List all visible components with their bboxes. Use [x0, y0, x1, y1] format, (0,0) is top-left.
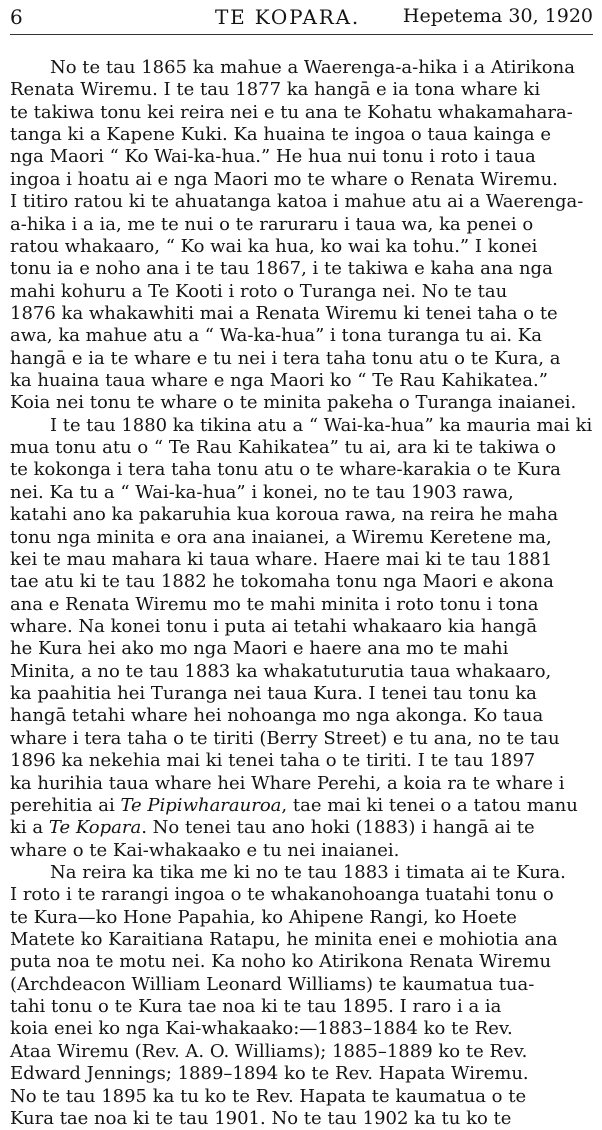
- paragraph: [10, 57, 593, 415]
- text-line: [10, 840, 593, 862]
- text-line: [10, 124, 593, 146]
- text-run: nei. Ka tu a “ Wai-ka-hua” i konei, no te tau 1903 rawa,: [10, 481, 514, 503]
- text-run: (Archdeacon William Leonard Williams) te kaumatua tua-: [10, 973, 535, 995]
- article-body: [10, 57, 593, 1130]
- text-line: [10, 728, 593, 750]
- text-line: [10, 549, 593, 571]
- text-run: a-hika i a ia, me te nui o te raruraru i taua wa, ka penei o: [10, 213, 534, 235]
- text-run: No te tau 1865 ka mahue a Waerenga-a-hika i a Atirikona: [50, 57, 575, 78]
- text-run: tonu ia e noho ana i te tau 1867, i te takiwa e kaha ana nga: [10, 258, 553, 280]
- text-line: [10, 482, 593, 504]
- text-line: [10, 527, 593, 549]
- text-run: I titiro ratou ki te ahuatanga katoa i mahue atu ai a Waerenga-: [10, 191, 584, 213]
- text-run: I te tau 1880 ka tikina atu a “ Wai-ka-hua” ka mauria mai ki: [50, 414, 593, 436]
- text-line: [10, 884, 593, 906]
- text-line: [10, 862, 593, 884]
- text-line: [10, 929, 593, 951]
- text-run: I roto i te rarangi ingoa o te whakanohoanga tuatahi tonu o: [10, 884, 554, 906]
- page-number: 6: [10, 5, 23, 29]
- text-line: [10, 191, 593, 213]
- text-run: ratou whakaaro, “ Ko wai ka hua, ko wai ka tohu.” I konei: [10, 235, 538, 257]
- text-run: whare i tera taha o te tiriti (Berry Street) e tu ana, no te tau: [10, 727, 560, 749]
- text-line: [10, 79, 593, 101]
- text-run: tanga ki a Kapene Kuki. Ka huaina te ingoa o taua kainga e: [10, 124, 552, 146]
- text-line: [10, 907, 593, 929]
- text-line: [10, 459, 593, 481]
- text-line: [10, 974, 593, 996]
- text-run: ka paahitia hei Turanga nei taua Kura. I tenei tau tonu ka: [10, 683, 537, 705]
- text-run: hangā tetahi whare hei nohoanga mo nga akonga. Ko taua: [10, 705, 544, 727]
- text-line: [10, 750, 593, 772]
- text-line: [10, 951, 593, 973]
- text-run: whare o te Kai-whakaako e tu nei inaianei.: [10, 839, 400, 861]
- text-line: [10, 638, 593, 660]
- text-run: ana e Renata Wiremu mo te mahi minita i roto tonu i tona: [10, 593, 539, 615]
- paragraph: [10, 862, 593, 1130]
- text-run: koia enei ko nga Kai-whakaako:—1883–1884 ko te Rev.: [10, 1018, 513, 1040]
- text-run: Koia nei tonu te whare o te minita pakeha o Turanga inaianei.: [10, 392, 577, 414]
- text-line: [10, 325, 593, 347]
- issue-date: Hepetema 30, 1920: [402, 5, 593, 27]
- text-run: , tae mai ki tenei o a tatou manu: [281, 794, 578, 816]
- text-line: [10, 303, 593, 325]
- text-run: he Kura hei ako mo nga Maori e haere ana mo te mahi: [10, 638, 509, 660]
- text-line: [10, 281, 593, 303]
- paragraph: [10, 415, 593, 862]
- text-run: te Kura—ko Hone Papahia, ko Ahipene Rangi, ko Hoete: [10, 906, 517, 928]
- text-run: . No tenei tau ano hoki (1883) i hangā ai te: [141, 817, 535, 839]
- text-line: [10, 773, 593, 795]
- text-run: Renata Wiremu. I te tau 1877 ka hangā e ia tona whare ki: [10, 79, 541, 101]
- text-line: [10, 1041, 593, 1063]
- text-run: te takiwa tonu kei reira nei e tu ana te Kohatu whakamahara-: [10, 101, 573, 123]
- text-run: kei te mau mahara ki taua whare. Haere mai ki te tau 1881: [10, 548, 553, 570]
- text-run: awa, ka mahue atu a “ Wa-ka-hua” i tona turanga tu ai. Ka: [10, 325, 542, 347]
- text-line: [10, 437, 593, 459]
- text-run: Edward Jennings; 1889–1894 ko te Rev. Hapata Wiremu.: [10, 1063, 529, 1085]
- text-line: [10, 504, 593, 526]
- text-line: [10, 594, 593, 616]
- text-run: nga Maori “ Ko Wai-ka-hua.” He hua nui tonu i roto i taua: [10, 146, 536, 168]
- text-run: tonu nga minita e ora ana inaianei, a Wiremu Keretene ma,: [10, 526, 552, 548]
- italic-title: Te Kopara: [48, 817, 142, 839]
- text-run: mahi kohuru a Te Kooti i roto o Turanga nei. No te tau: [10, 280, 508, 302]
- text-run: whare. Na konei tonu i puta ai tetahi whakaaro kia hangā: [10, 615, 538, 637]
- text-run: 1876 ka whakawhiti mai a Renata Wiremu ki tenei taha o te: [10, 302, 558, 324]
- text-run: Kura tae noa ki te tau 1901. No te tau 1902 ka tu ko te: [10, 1107, 512, 1129]
- text-run: ka huaina taua whare e nga Maori ko “ Te Rau Kahikatea.”: [10, 370, 548, 392]
- text-run: ki a: [10, 817, 49, 839]
- text-run: hangā e ia te whare e tu nei i tera taha tonu atu o te Kura, a: [10, 347, 561, 369]
- text-run: Na reira ka tika me ki no te tau 1883 i timata ai te Kura.: [50, 861, 566, 883]
- text-run: No te tau 1895 ka tu ko te Rev. Hapata te kaumatua o te: [10, 1085, 527, 1107]
- text-line: [10, 1108, 593, 1130]
- text-line: [10, 705, 593, 727]
- text-run: mua tonu atu o “ Te Rau Kahikatea” tu ai, ara ki te takiwa o: [10, 437, 557, 459]
- text-run: katahi ano ka pakaruhia kua koroua rawa, na reira he maha: [10, 504, 559, 526]
- text-run: ingoa i hoatu ai e nga Maori mo te whare o Renata Wiremu.: [10, 168, 558, 190]
- text-line: [10, 1063, 593, 1085]
- text-line: [10, 1086, 593, 1108]
- text-line: [10, 57, 593, 79]
- page-header: [0, 0, 602, 34]
- text-line: [10, 146, 593, 168]
- text-run: ka hurihia taua whare hei Whare Perehi, a koia ra te whare i: [10, 772, 565, 794]
- text-run: tae atu ki te tau 1882 he tokomaha tonu nga Maori e akona: [10, 571, 554, 593]
- text-line: [10, 370, 593, 392]
- text-run: puta noa te motu nei. Ka noho ko Atirikona Renata Wiremu: [10, 951, 552, 973]
- text-line: [10, 571, 593, 593]
- text-line: [10, 258, 593, 280]
- text-run: 1896 ka nekehia mai ki tenei taha o te tiriti. I te tau 1897: [10, 750, 536, 772]
- text-line: [10, 169, 593, 191]
- header-rule: [10, 34, 593, 35]
- text-line: [10, 817, 593, 839]
- text-line: [10, 616, 593, 638]
- newspaper-title: TE KOPARA.: [215, 5, 361, 29]
- text-line: [10, 102, 593, 124]
- italic-title: Te Pipiwharauroa: [120, 794, 282, 816]
- text-line: [10, 996, 593, 1018]
- text-run: te kokonga i tera taha tonu atu o te whare-karakia o te Kura: [10, 459, 561, 481]
- text-run: Minita, a no te tau 1883 ka whakatuturutia taua whakaaro,: [10, 660, 552, 682]
- text-run: perehitia ai: [10, 794, 121, 816]
- text-line: [10, 683, 593, 705]
- text-line: [10, 1018, 593, 1040]
- text-line: [10, 392, 593, 414]
- text-line: [10, 415, 593, 437]
- text-run: Matete ko Karaitiana Ratapu, he minita enei e mohiotia ana: [10, 929, 558, 951]
- text-run: Ataa Wiremu (Rev. A. O. Williams); 1885–1889 ko te Rev.: [10, 1040, 528, 1062]
- text-run: tahi tonu o te Kura tae noa ki te tau 1895. I raro i a ia: [10, 996, 502, 1018]
- text-line: [10, 795, 593, 817]
- text-line: [10, 348, 593, 370]
- text-line: [10, 236, 593, 258]
- text-line: [10, 661, 593, 683]
- text-line: [10, 214, 593, 236]
